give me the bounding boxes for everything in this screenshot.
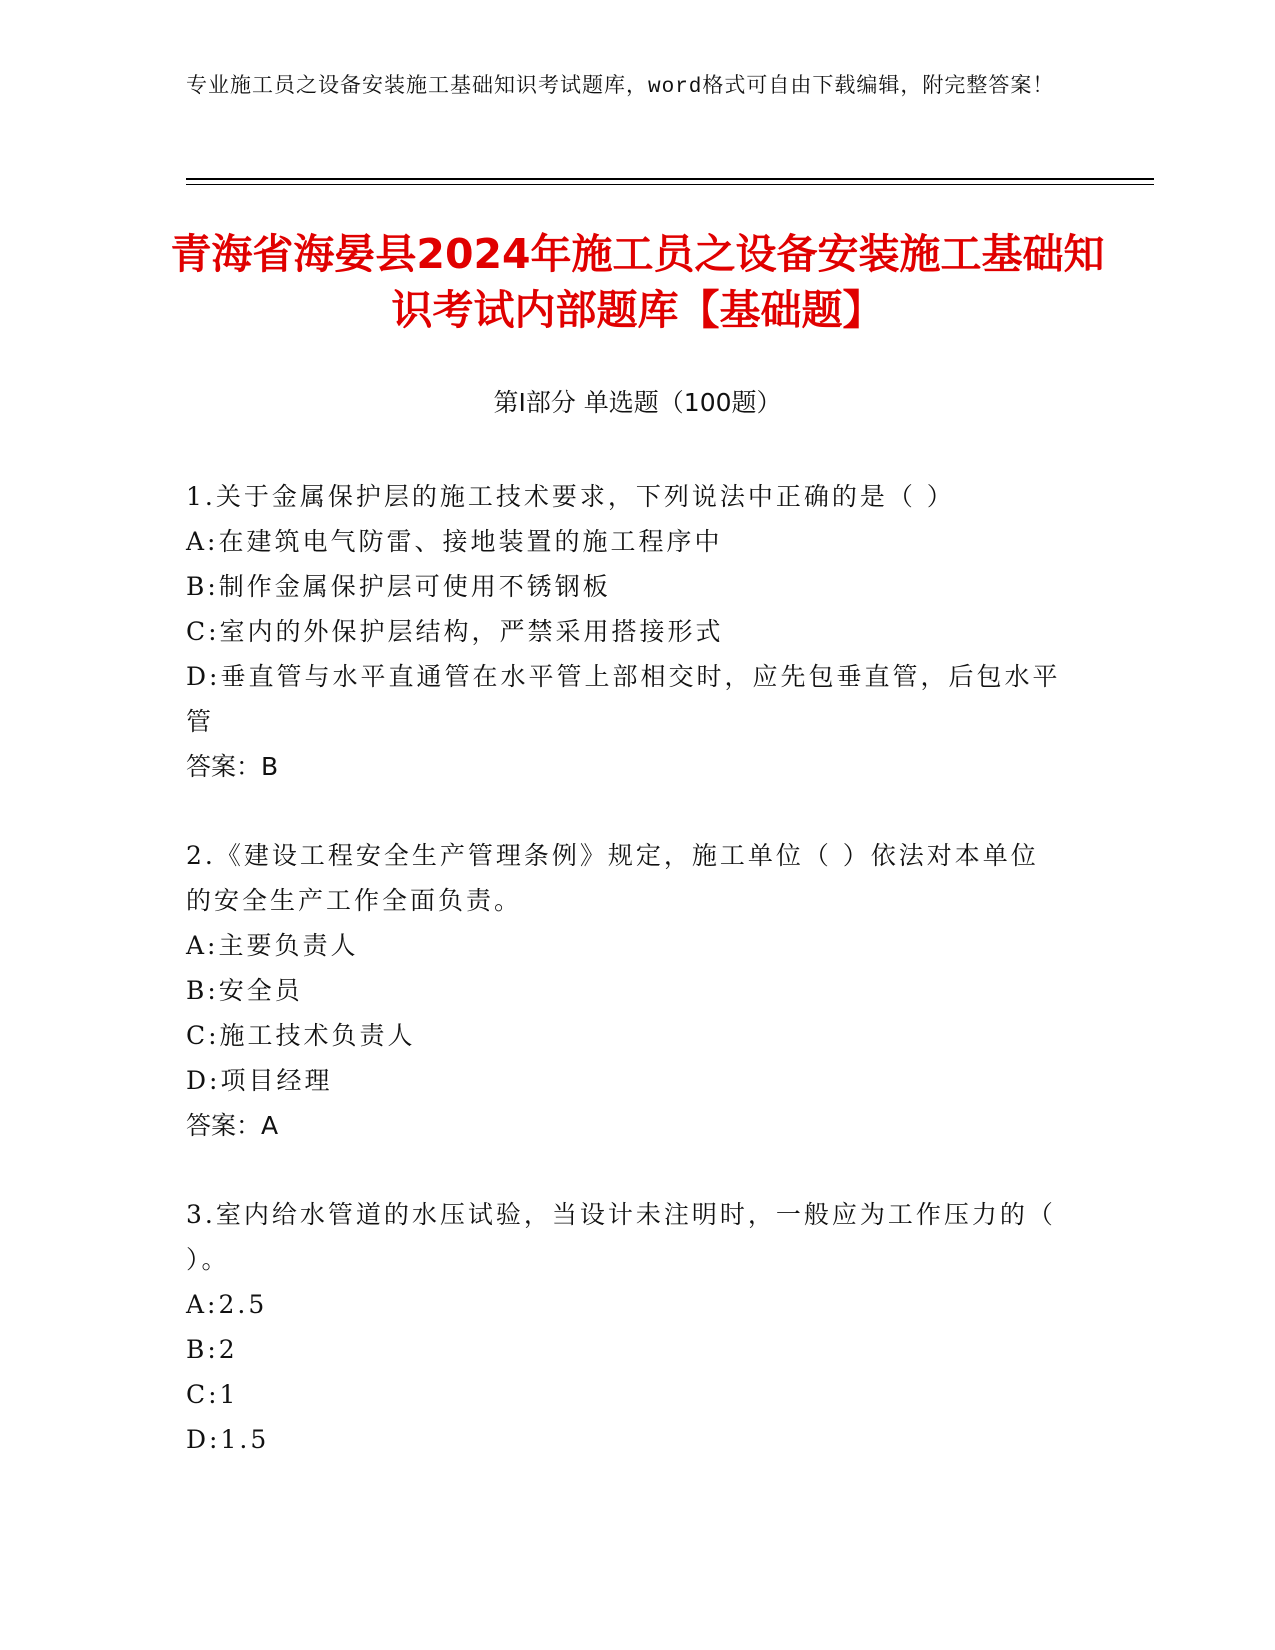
- option-a: A:在建筑电气防雷、接地装置的施工程序中: [186, 527, 723, 556]
- question-1: [186, 474, 1066, 789]
- option-b: B:2: [186, 1335, 238, 1364]
- option-c: C:施工技术负责人: [186, 1021, 416, 1050]
- option-c: C:室内的外保护层结构，严禁采用搭接形式: [186, 617, 724, 646]
- option-d: D:项目经理: [186, 1066, 333, 1095]
- document-title: 青海省海晏县2024年施工员之设备安装施工基础知识考试内部题库【基础题】: [170, 230, 1105, 334]
- option-b: B:安全员: [186, 976, 303, 1005]
- header-note: 专业施工员之设备安装施工基础知识考试题库，word格式可自由下载编辑，附完整答案！: [186, 76, 1055, 99]
- answer: 答案：B: [186, 752, 279, 781]
- question-3: [186, 1192, 1066, 1462]
- option-d: D:垂直管与水平直通管在水平管上部相交时，应先包垂直管，后包水平管: [186, 662, 1061, 736]
- header-divider-thin: [186, 184, 1154, 185]
- option-d: D:1.5: [186, 1425, 270, 1454]
- question-list: [186, 474, 1066, 1506]
- option-c: C:1: [186, 1380, 239, 1409]
- section-title: 第Ⅰ部分 单选题（100题）: [493, 388, 782, 417]
- question-stem: 1.关于金属保护层的施工技术要求，下列说法中正确的是（ ）: [186, 482, 955, 511]
- answer: 答案：A: [186, 1111, 279, 1140]
- question-stem: 3.室内给水管道的水压试验，当设计未注明时，一般应为工作压力的（ ）。: [186, 1200, 1056, 1274]
- question-stem: 2.《建设工程安全生产管理条例》规定，施工单位（ ）依法对本单位的安全生产工作全面负责。: [186, 841, 1039, 915]
- header-divider-thick: [186, 178, 1154, 180]
- option-b: B:制作金属保护层可使用不锈钢板: [186, 572, 611, 601]
- option-a: A:主要负责人: [186, 931, 359, 960]
- option-a: A:2.5: [186, 1290, 268, 1319]
- question-2: [186, 833, 1066, 1148]
